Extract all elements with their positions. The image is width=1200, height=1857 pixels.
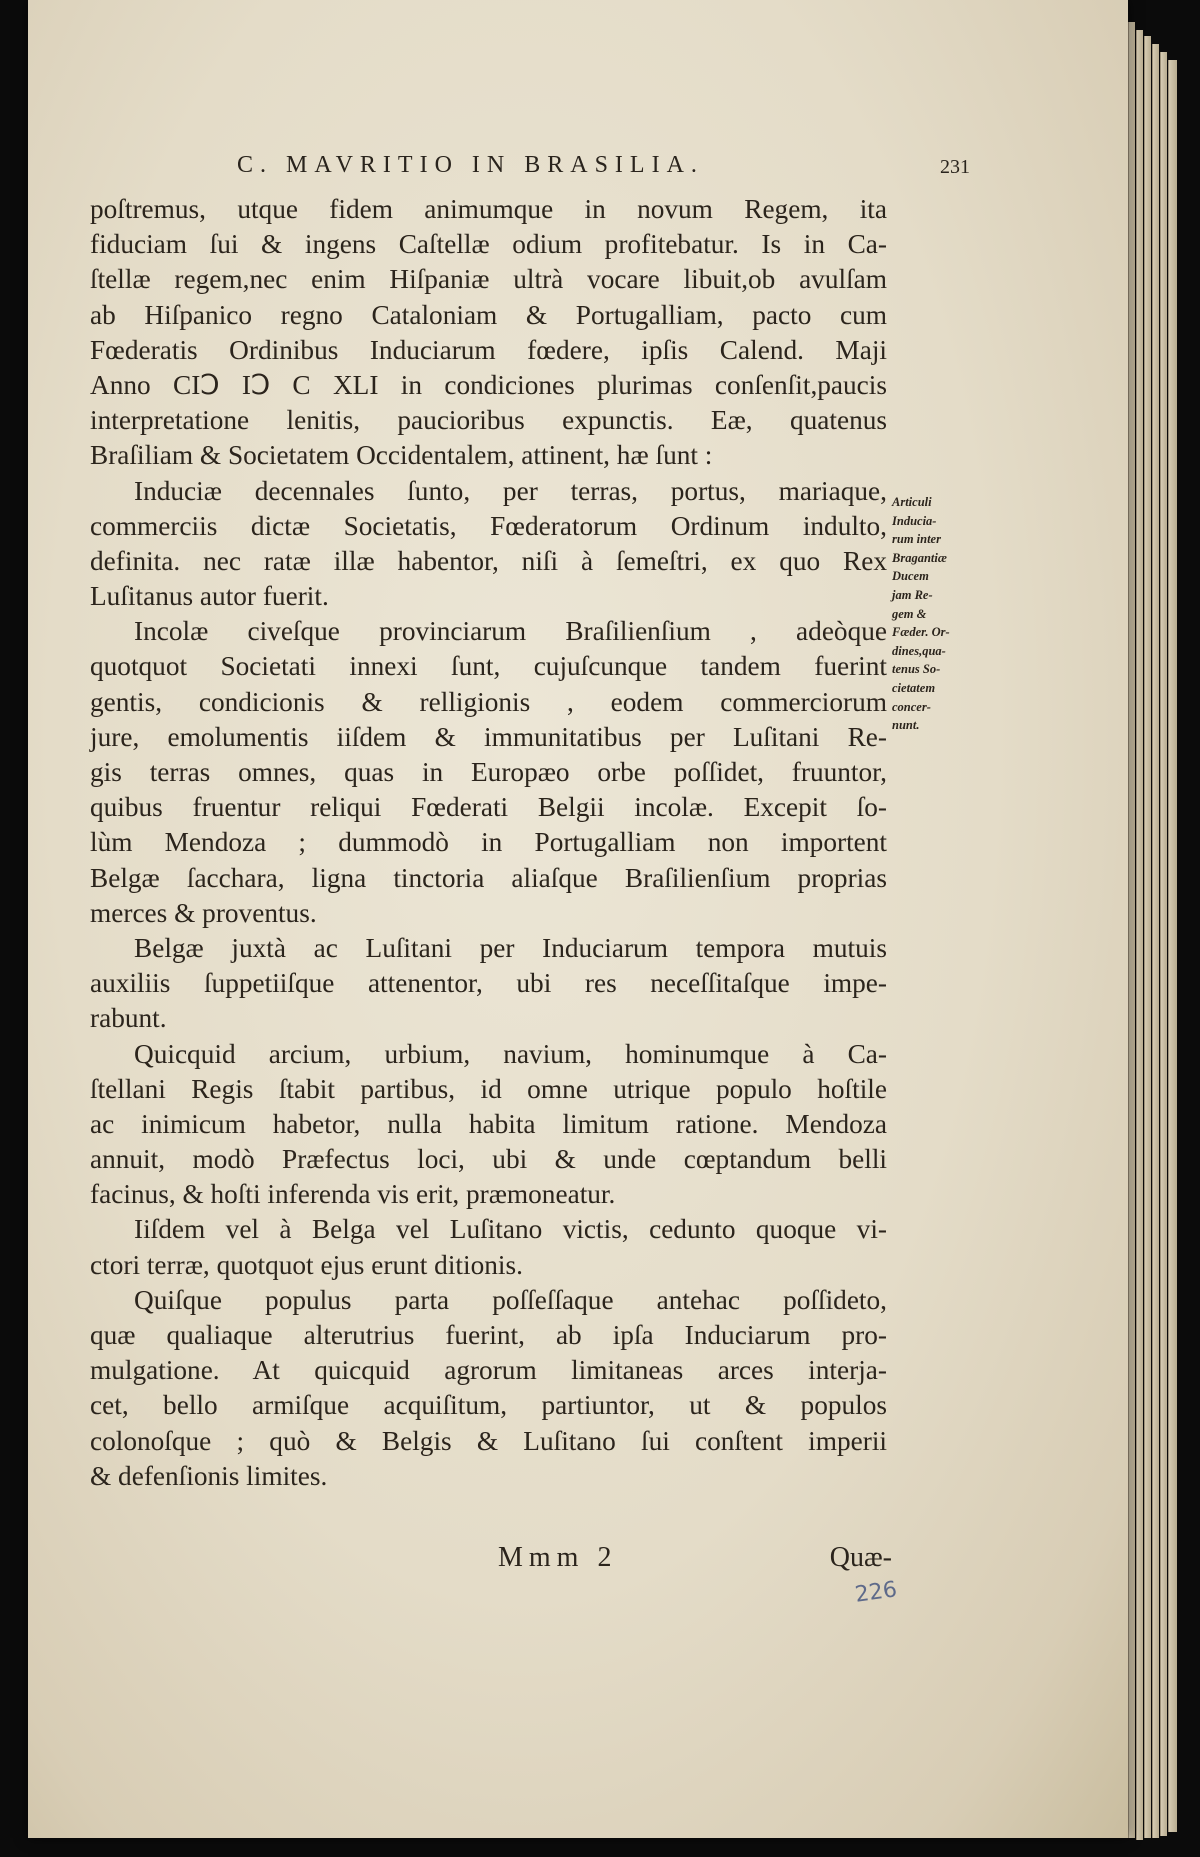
text-line: Fœderatis Ordinibus Induciarum fœdere, ipſis Calend. Maji	[90, 334, 887, 365]
body-text	[90, 192, 887, 1494]
text-line: ſtellæ regem,nec enim Hiſpaniæ ultrà vocare libuit,ob avulſam	[90, 264, 887, 295]
text-line: Iiſdem vel à Belga vel Luſitano victis, cedunto quoque vi-	[134, 1214, 887, 1245]
marginal-note-line: cietatem	[892, 680, 936, 695]
text-line: cet, bello armiſque acquiſitum, partiuntor, ut & populos	[90, 1390, 887, 1421]
page-edge	[1168, 60, 1177, 1832]
text-line: Belgæ juxtà ac Luſitani per Induciarum tempora mutuis	[134, 932, 887, 963]
page-edge	[1152, 44, 1159, 1838]
marginal-note	[892, 493, 992, 735]
page-number: 231	[940, 156, 970, 178]
text-line: Luſitanus autor fuerit.	[90, 581, 329, 612]
text-line: poſtremus, utque fidem animumque in novum Regem, ita	[90, 194, 887, 224]
page-edge	[1144, 36, 1151, 1838]
marginal-note-line: dines,qua-	[892, 643, 946, 658]
marginal-note-line: jam Re-	[892, 587, 933, 602]
text-line: ab Hiſpanico regno Cataloniam & Portugalliam, pacto cum	[90, 299, 887, 330]
text-line: Quiſque populus parta poſſeſſaque antehac poſſideto,	[134, 1284, 887, 1315]
text-line: ctori terræ, quotquot ejus erunt ditionis.	[90, 1249, 523, 1280]
text-line: lùm Mendoza ; dummodò in Portugalliam non importent	[90, 827, 887, 858]
text-line: ſtellani Regis ſtabit partibus, id omne utrique populo hoſtile	[90, 1073, 887, 1104]
page-edge	[1160, 52, 1167, 1836]
text-line: jure, emolumentis iiſdem & immunitatibus per Luſitani Re-	[90, 721, 887, 752]
text-line: fiduciam ſui & ingens Caſtellæ odium profitebatur. Is in Ca-	[90, 229, 887, 260]
text-line: annuit, modò Præfectus loci, ubi & unde cœptandum belli	[90, 1144, 887, 1175]
text-line: quæ qualiaque alterutrius fuerint, ab ipſa Induciarum pro-	[90, 1320, 887, 1350]
text-line: quotquot Societati innexi ſunt, cujuſcunque tandem fuerint	[90, 651, 887, 682]
text-line: colonoſque ; quò & Belgis & Luſitano ſui conſtent imperii	[90, 1425, 887, 1456]
text-line: Incolæ civeſque provinciarum Braſilienſium , adeòque	[134, 616, 887, 647]
text-line: Anno CIↃ IↃ C XLI in condiciones plurimas conſenſit,paucis	[90, 369, 887, 400]
text-line: definita. nec ratæ illæ habentor, niſi à ſemeſtri, ex quo Rex	[90, 545, 887, 576]
text-line: Belgæ ſacchara, ligna tinctoria aliaſque Braſilienſium proprias	[90, 862, 887, 893]
text-line: & defenſionis limites.	[90, 1460, 328, 1491]
text-line: Braſiliam & Societatem Occidentalem, attinent, hæ ſunt :	[90, 440, 713, 471]
marginal-note-line: gem &	[892, 606, 927, 621]
text-line: auxiliis ſuppetiiſque attenentor, ubi res neceſſitaſque impe-	[90, 968, 887, 999]
text-line: rabunt.	[90, 1003, 167, 1034]
catchword: Quæ-	[829, 1542, 892, 1573]
page-edge	[1136, 30, 1143, 1840]
page-edge	[1128, 22, 1135, 1838]
marginal-note-line: Bragantiæ	[892, 550, 947, 565]
text-line: merces & proventus.	[90, 897, 317, 928]
text-line: Quicquid arcium, urbium, navium, hominumque à Ca-	[134, 1038, 887, 1069]
signature-mark: Mmm 2	[498, 1542, 618, 1573]
text-line: ac inimicum habetor, nulla habita limitum ratione. Mendoza	[90, 1108, 887, 1139]
marginal-note-line: Ducem	[892, 569, 929, 584]
text-line: interpretatione lenitis, paucioribus expunctis. Eæ, quatenus	[90, 405, 887, 436]
marginal-note-line: Fæder. Or-	[892, 625, 950, 640]
marginal-note-line: tenus So-	[892, 662, 941, 677]
text-line: Induciæ decennales ſunto, per terras, portus, mariaque,	[134, 475, 887, 506]
marginal-note-line: concer-	[892, 699, 931, 714]
marginal-note-line: Articuli	[892, 495, 932, 509]
running-title: C. MAVRITIO IN BRASILIA.	[237, 152, 704, 178]
text-line: quibus fruentur reliqui Fœderati Belgii incolæ. Excepit ſo-	[90, 792, 887, 823]
marginal-note-line: rum inter	[892, 532, 941, 547]
text-line: commerciis dictæ Societatis, Fœderatorum Ordinum indulto,	[90, 510, 887, 541]
marginal-note-line: Inducia-	[892, 513, 937, 528]
text-line: gentis, condicionis & relligionis , eodem commerciorum	[90, 686, 887, 717]
text-line: facinus, & hoſti inferenda vis erit, præmoneatur.	[90, 1179, 616, 1210]
page-header	[185, 152, 970, 192]
text-line: gis terras omnes, quas in Europæo orbe poſſidet, fruuntor,	[90, 757, 887, 787]
pencil-annotation: 226	[853, 1577, 899, 1608]
page-footer	[90, 1542, 890, 1578]
text-line: mulgatione. At quicquid agrorum limitaneas arces interja-	[90, 1355, 887, 1386]
marginal-note-line: nunt.	[892, 718, 920, 733]
